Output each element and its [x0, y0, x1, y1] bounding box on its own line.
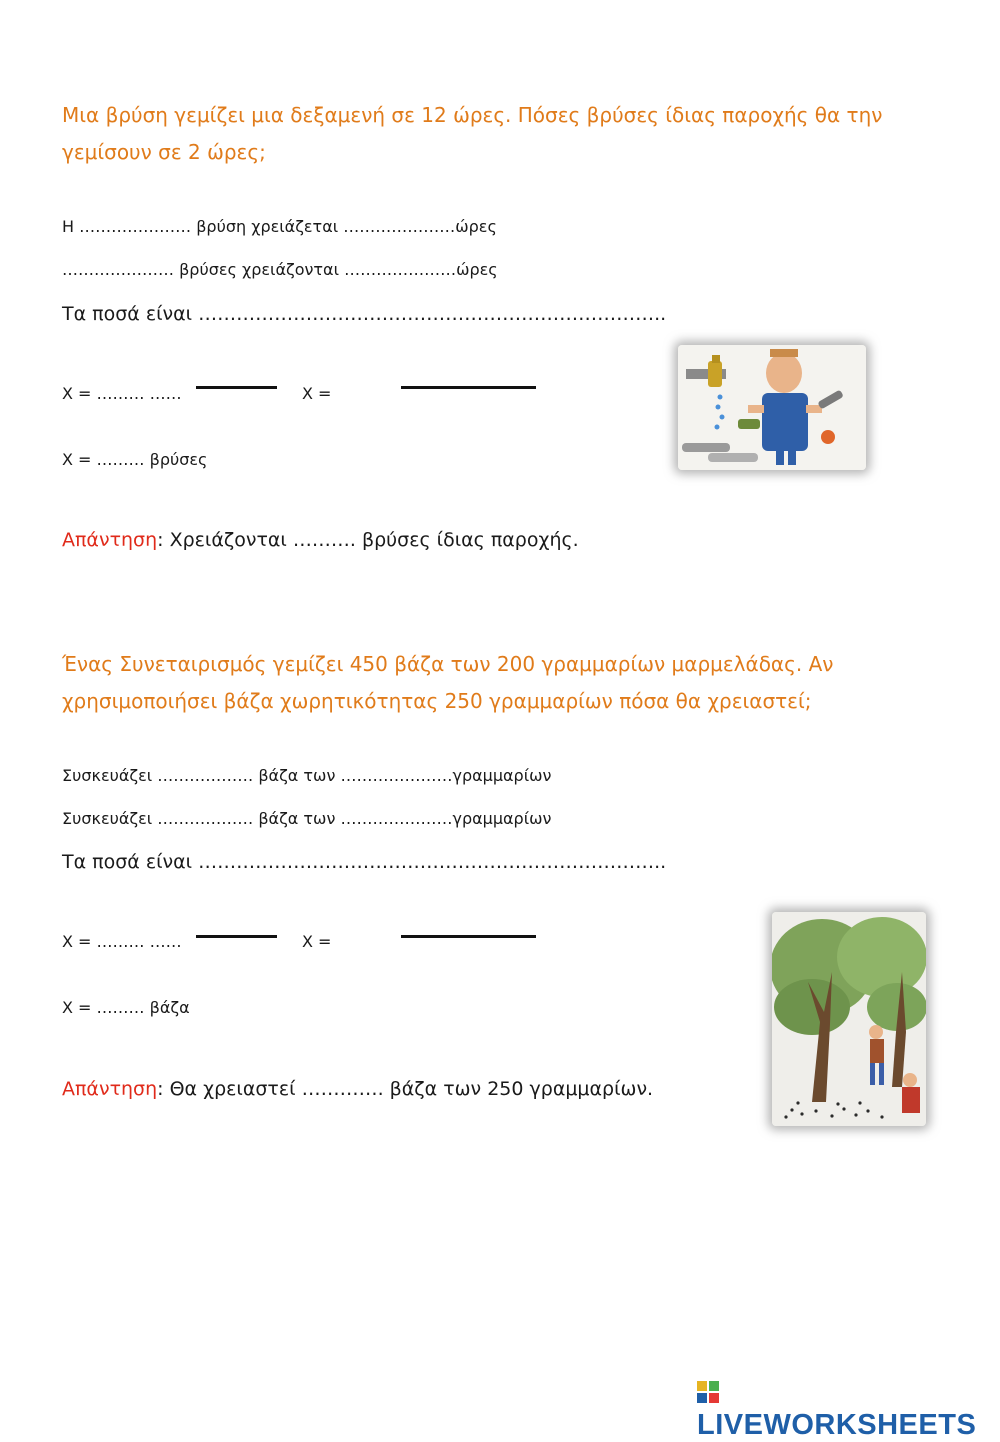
problem1-answer [62, 529, 579, 551]
problem1-answer-label: Απάντηση [62, 529, 158, 551]
logo-grid-icon [697, 1381, 719, 1403]
logo-text: LIVEWORKSHEETS [697, 1409, 977, 1441]
liveworksheets-logo [697, 1376, 1000, 1442]
problem2-answer-text: : Θα χρειαστεί …………. βάζα των 250 γραμμαρίων. [157, 1078, 654, 1100]
problem1-row1: Η ………………… βρύση χρειάζεται …………………ώρες [62, 217, 497, 236]
problem2-answer-label: Απάντηση [62, 1078, 158, 1100]
problem2-row2: Συσκευάζει ……………… βάζα των …………………γραμμαρίων [62, 809, 552, 828]
problem2-x-eq2: Χ = [302, 932, 332, 951]
problem1-answer-text: : Χρειάζονται ………. βρύσες ίδιας παροχής. [157, 529, 579, 551]
problem1-question: Μια βρύση γεμίζει μια δεξαμενή σε 12 ώρες. Πόσες βρύσες ίδιας παροχής θα την γεμίσουν σε 2 ώρες; [62, 103, 883, 164]
problem2-fraction-line-2 [401, 935, 536, 938]
problem1-x-result: Χ = ……… βρύσες [62, 450, 208, 469]
problem1-x-eq2: Χ = [302, 384, 332, 403]
problem2-question: Ένας Συνεταιρισμός γεμίζει 450 βάζα των 200 γραμμαρίων μαρμελάδας. Αν χρησιμοποιήσει βάζα χωρητικότητας 250 γραμμαρίων πόσα θα χρειαστεί; [62, 652, 834, 713]
problem1-quantities: Τα ποσά είναι ……………………………………………………………….. [62, 303, 667, 325]
tree-harvest-illustration [772, 912, 926, 1126]
problem1-row2: ………………… βρύσες χρειάζονται …………………ώρες [62, 260, 498, 279]
problem2-fraction-line-1 [196, 935, 277, 938]
problem1-x-eq1: Χ = ……… …… [62, 384, 182, 403]
problem2-x-eq1: Χ = ……… …… [62, 932, 182, 951]
problem2-quantities: Τα ποσά είναι ……………………………………………………………….. [62, 851, 667, 873]
problem2-answer [62, 1078, 653, 1100]
plumber-faucet-illustration [678, 345, 866, 470]
problem2-x-result: Χ = ……… βάζα [62, 998, 190, 1017]
problem1-fraction-line-2 [401, 386, 536, 389]
problem1-fraction-line-1 [196, 386, 277, 389]
problem2-row1: Συσκευάζει ……………… βάζα των …………………γραμμαρίων [62, 766, 552, 785]
